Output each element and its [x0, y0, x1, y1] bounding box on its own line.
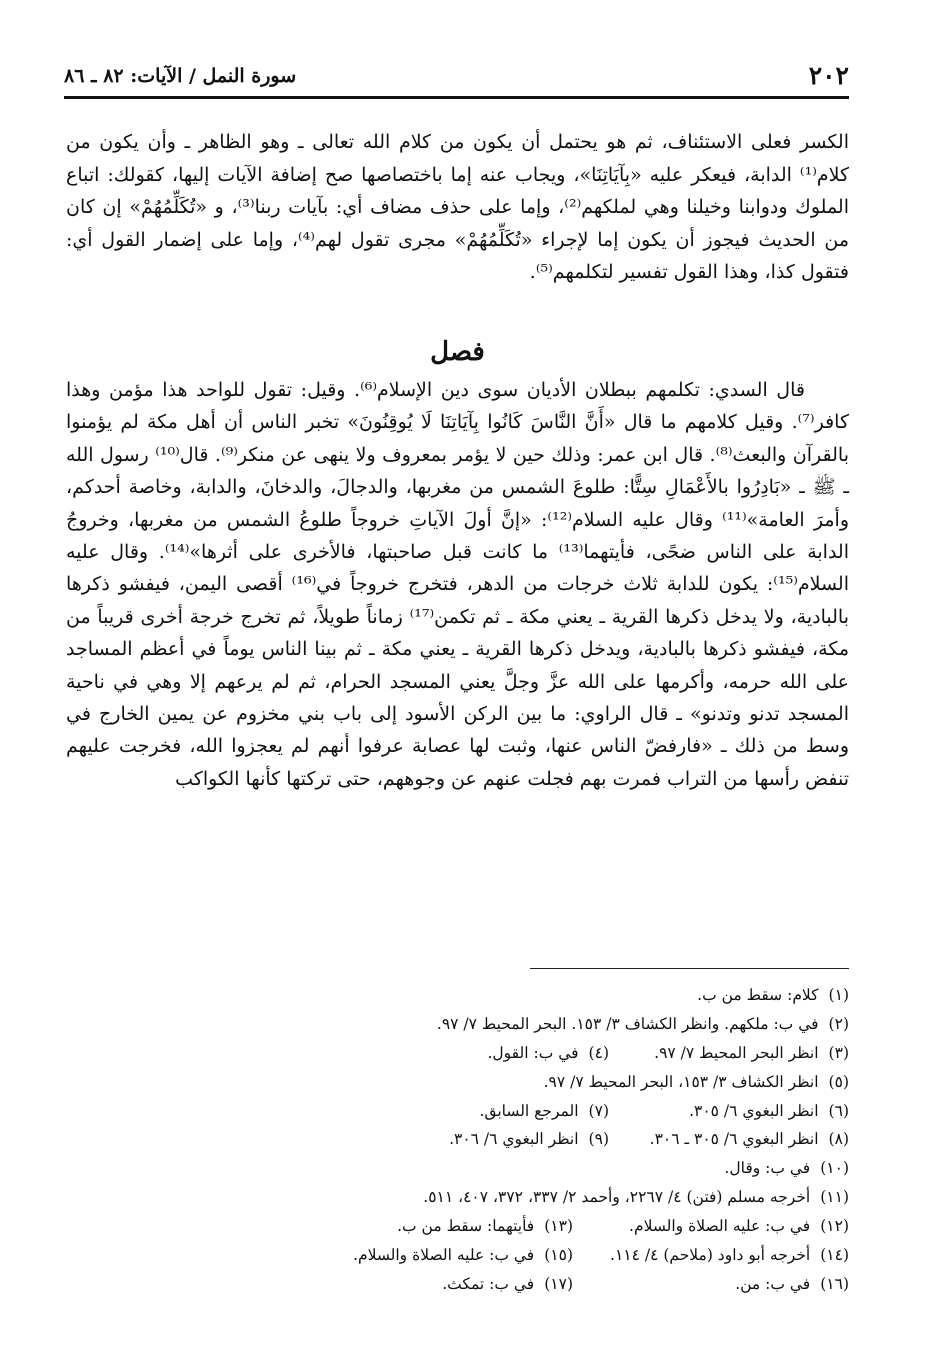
footnote-number: (٩)	[588, 1130, 609, 1149]
footnote-number: (١٤)	[820, 1246, 849, 1265]
footnote-text: انظر البغوي ٦/ ٣٠٥ ـ ٣٠٦.	[649, 1130, 819, 1149]
footnote-row	[66, 1125, 849, 1154]
footnote-text: كلام: سقط من ب.	[697, 986, 819, 1004]
footnote-text: المرجع السابق.	[479, 1101, 579, 1120]
footnote-text: في ب: عليه الصلاة والسلام.	[353, 1246, 535, 1265]
footnote-text: انظر البغوي ٦/ ٣٠٦.	[449, 1130, 579, 1149]
footnote-item	[449, 1125, 609, 1154]
footnote-item	[573, 1270, 849, 1299]
footnote-text: انظر الكشاف ٣/ ١٥٣، البحر المحيط ٧/ ٩٧.	[543, 1072, 819, 1091]
footnote-number: (١٦)	[820, 1274, 849, 1293]
intro-paragraph-block	[66, 126, 849, 289]
footnote-text: أخرجه أبو داود (ملاحم) ٤/ ١١٤.	[610, 1246, 811, 1265]
footnote-text: في ب: وقال.	[724, 1159, 811, 1178]
footnote-number: (١٠)	[820, 1159, 849, 1178]
footnote-row	[66, 1010, 849, 1039]
intro-paragraph: الكسر فعلى الاستئناف، ثم هو يحتمل أن يكون من كلام الله تعالى ـ وهو الظاهر ـ وأن يكون من كلام⁽¹⁾ الدابة، فيعكر عليه «بِآيَاتِنَا»، ويجاب عنه إما باختصاصها صح إضافة الآيات إليها، كقولك: اتباع الملوك ودوابنا وخيلنا وهي لملكهم⁽²⁾، وإما على حذف مضاف أي: بآيات ربنا⁽³⁾، و «تُكَلِّمُهُمْ» إن كان من الحديث فيجوز أن يكون إما لإجراء «تُكَلِّمُهُمْ» مجرى تقول لهم⁽⁴⁾، وإما على إضمار القول أي: فتقول كذا، وهذا القول تفسير لتكلمهم⁽⁵⁾.	[66, 131, 849, 283]
page-number: ٢٠٢	[808, 61, 849, 90]
section-heading: فصل	[430, 337, 485, 367]
page-header	[64, 60, 849, 92]
footnote-number: (٥)	[828, 1072, 849, 1091]
footnote-item	[423, 1183, 849, 1212]
footnote-text: في ب: القول.	[487, 1043, 579, 1062]
footnote-row	[66, 1270, 849, 1299]
footnote-number: (٤)	[588, 1043, 609, 1062]
footnote-item	[487, 1039, 609, 1068]
footnote-item	[697, 981, 849, 1010]
footnote-row	[66, 1212, 849, 1241]
footnote-number: (١٢)	[820, 1217, 849, 1236]
footnote-text: في ب: عليه الصلاة والسلام.	[629, 1217, 811, 1236]
footnote-row	[66, 1097, 849, 1126]
footnote-text: أخرجه مسلم (فتن) ٤/ ٢٢٦٧، وأحمد ٢/ ٣٣٧، ٣٧٢، ٤٠٧، ٥١١.	[423, 1188, 811, 1207]
footnote-item	[609, 1039, 849, 1068]
footnote-row	[66, 1241, 849, 1270]
footnote-number: (٨)	[828, 1130, 849, 1149]
footnote-number: (١)	[828, 986, 849, 1004]
running-title: سورة النمل / الآيات: ٨٢ ـ ٨٦	[64, 65, 297, 87]
footnote-separator	[530, 968, 849, 969]
footnote-text: انظر البغوي ٦/ ٣٠٥.	[689, 1101, 819, 1120]
footnote-number: (٣)	[828, 1043, 849, 1062]
footnote-number: (١١)	[820, 1188, 849, 1207]
footnote-row	[66, 981, 849, 1010]
main-paragraph: قال السدي: تكلمهم ببطلان الأديان سوى دين الإسلام⁽⁶⁾. وقيل: تقول للواحد هذا مؤمن وهذا كافر⁽⁷⁾. وقيل كلامهم ما قال «أَنَّ النَّاسَ كَانُوا بِآيَاتِنَا لَا يُوقِنُونَ» تخبر الناس أن أهل مكة لم يؤمنوا بالقرآن والبعث⁽⁸⁾. قال ابن عمر: وذلك حين لا يؤمر بمعروف ولا ينهى عن منكر⁽⁹⁾. قال⁽¹⁰⁾ رسول الله ـ ﷺ ـ «بَادِرُوا بالأَعْمَالِ سِتًّا: طلوعَ الشمس من مغربها، والدجالَ، والدخانَ، والدابة، وخاصة أحدكم، وأمرَ العامة»⁽¹¹⁾ وقال عليه السلام⁽¹²⁾: «إنَّ أولَ الآياتِ خروجاً طلوعُ الشمس من مغربها، وخروجُ الدابة على الناس ضحًى، فأيتهما⁽¹³⁾ ما كانت قبل صاحبتها، فالأخرى على أثرها»⁽¹⁴⁾. وقال عليه السلام⁽¹⁵⁾: يكون للدابة ثلاث خرجات من الدهر، فتخرج خروجاً في⁽¹⁶⁾ أقصى اليمن، فيفشو ذكرها بالبادية، ولا يدخل ذكرها القرية ـ يعني مكة ـ ثم تكمن⁽¹⁷⁾ زماناً طويلاً، ثم تخرج خرجة أخرى قريباً من مكة، فيفشو ذكرها بالبادية، ويدخل ذكرها القرية ـ يعني مكة ـ ثم بينا الناس يوماً في أعظم المساجد على الله حرمه، وأكرمها على الله عزَّ وجلَّ يعني المسجد الحرام، ثم لم يرعهم إلا وهي في ناحية المسجد تدنو وتدنو» ـ قال الراوي: ما بين الركن الأسود إلى باب بني مخزوم عن يمين الخارج في وسط من ذلك ـ «فارفضّ الناس عنها، وثبت لها عصابة عرفوا أنهم لم يعجزوا الله، فخرجت عليهم تنفض رأسها من التراب فمرت بهم فجلت عنهم عن وجوههم، حتى تركتها كأنها الكواكب	[66, 379, 850, 790]
footnote-row	[66, 1068, 849, 1097]
footnote-number: (٢)	[828, 1014, 849, 1033]
footnote-text: في ب: تمكث.	[442, 1274, 535, 1293]
footnote-text: انظر البحر المحيط ٧/ ٩٧.	[654, 1043, 819, 1062]
footnote-item	[353, 1241, 573, 1270]
main-text-block	[66, 374, 849, 795]
footnote-item	[573, 1241, 849, 1270]
footnote-text: في ب: ملكهم. وانظر الكشاف ٣/ ١٥٣. البحر المحيط ٧/ ٩٧.	[436, 1014, 819, 1033]
footnote-text: في ب: من.	[735, 1274, 811, 1293]
footnote-item	[544, 1068, 849, 1097]
footnote-item	[609, 1097, 849, 1126]
footnote-item	[479, 1097, 609, 1126]
header-rule	[64, 96, 849, 99]
footnote-item	[437, 1010, 849, 1039]
footnote-number: (٦)	[828, 1101, 849, 1120]
footnote-item	[573, 1212, 849, 1241]
footnote-item	[442, 1270, 573, 1299]
footnote-number: (١٧)	[544, 1274, 573, 1293]
footnote-number: (٧)	[588, 1101, 609, 1120]
footnote-item	[724, 1154, 849, 1183]
footnote-row	[66, 1183, 849, 1212]
footnote-text: فأيتهما: سقط من ب.	[397, 1217, 535, 1236]
footnotes	[66, 981, 849, 1299]
footnote-row	[66, 1039, 849, 1068]
footnote-row	[66, 1154, 849, 1183]
footnote-number: (١٣)	[544, 1217, 573, 1236]
footnote-number: (١٥)	[544, 1246, 573, 1265]
footnote-item	[397, 1212, 573, 1241]
footnote-item	[609, 1125, 849, 1154]
